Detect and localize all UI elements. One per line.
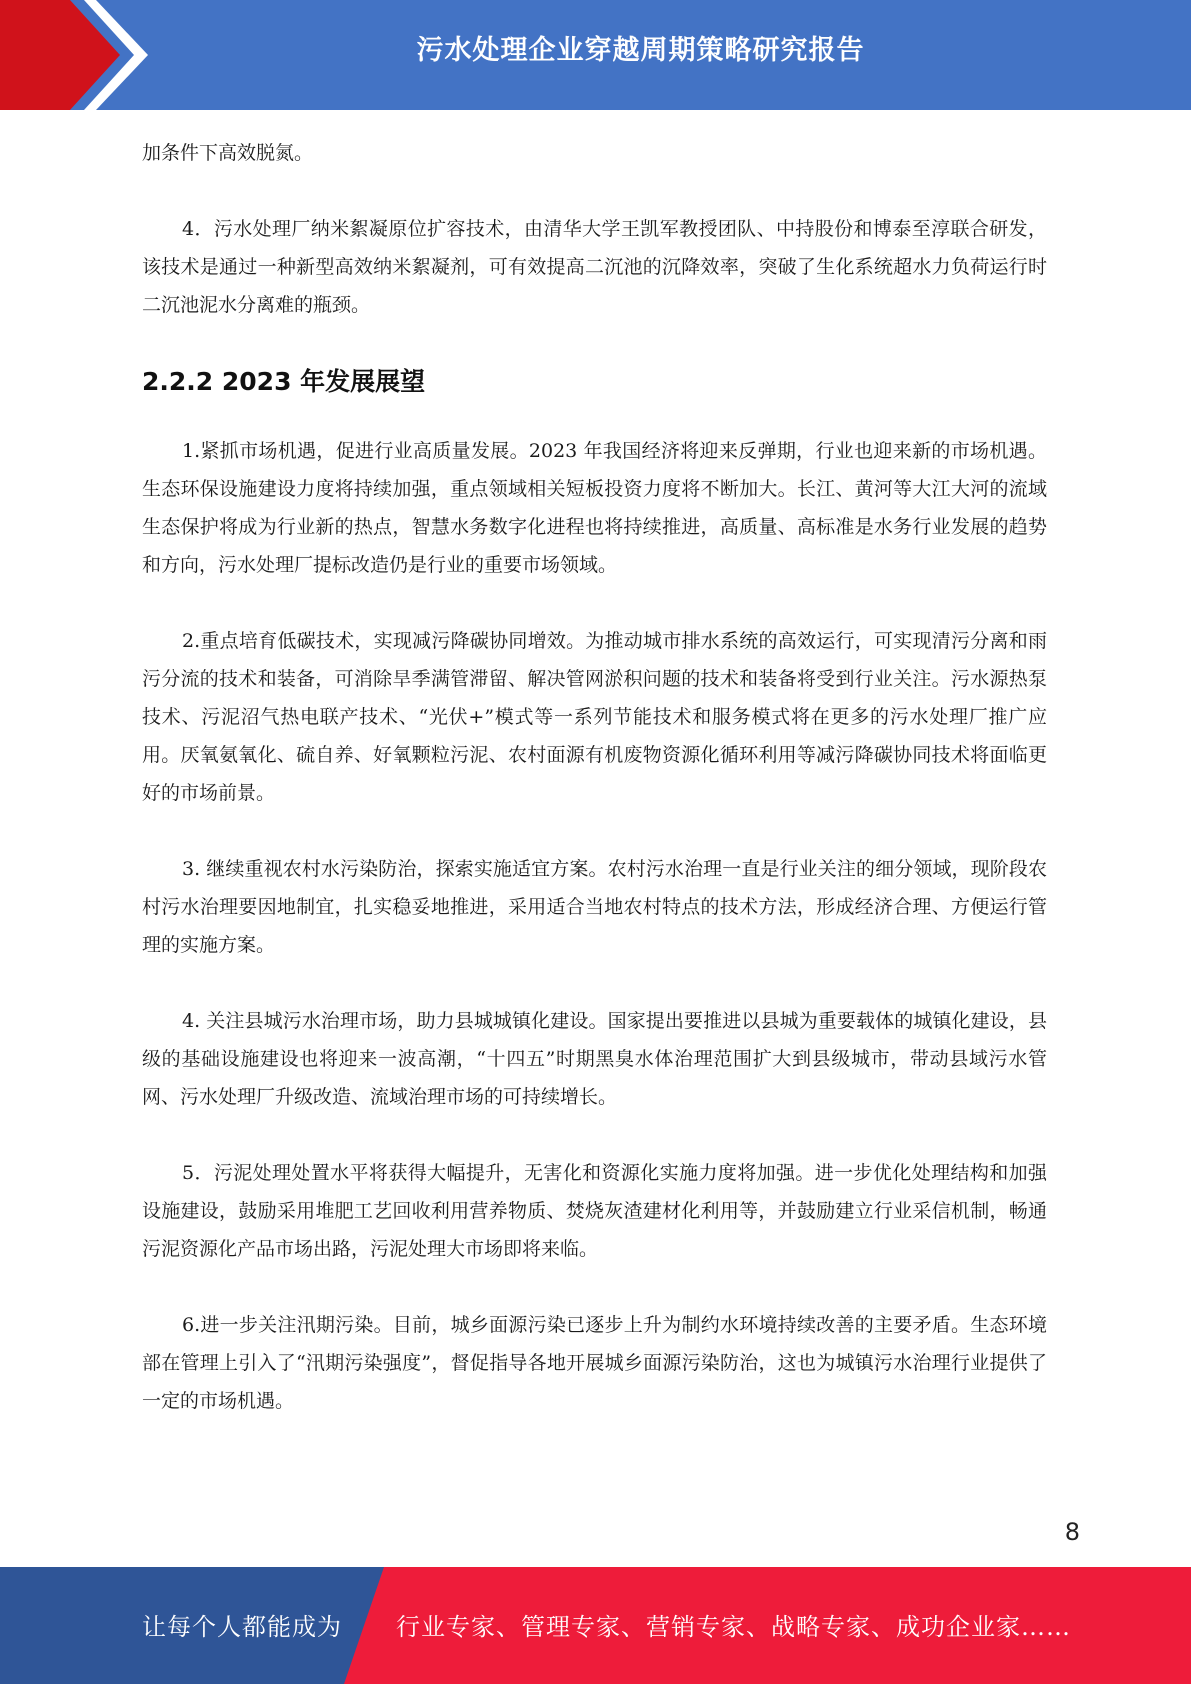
- document-body: [142, 134, 1047, 1458]
- page-header: [0, 0, 1191, 110]
- outlook-paragraph-5: 5．污泥处理处置水平将获得大幅提升，无害化和资源化实施力度将加强。进一步优化处理结构和加强设施建设，鼓励采用堆肥工艺回收利用营养物质、焚烧灰渣建材化利用等，并鼓励建立行业采信机制，畅通污泥资源化产品市场出路，污泥处理大市场即将来临。: [142, 1162, 1047, 1260]
- footer-slogan-left: 让每个人都能成为: [142, 1613, 342, 1641]
- outlook-paragraph-2: 2.重点培育低碳技术，实现减污降碳协同增效。为推动城市排水系统的高效运行，可实现清污分离和雨污分流的技术和装备，可消除旱季满管滞留、解决管网淤积问题的技术和装备将受到行业关注。污水源热泵技术、污泥沼气热电联产技术、“光伏+”模式等一系列节能技术和服务模式将在更多的污水处理厂推广应用。厌氧氨氧化、硫自养、好氧颗粒污泥、农村面源有机废物资源化循环利用等减污降碳协同技术将面临更好的市场前景。: [142, 630, 1047, 804]
- section-heading: 2.2.2 2023 年发展展望: [142, 367, 426, 396]
- technology-item-4: 4．污水处理厂纳米絮凝原位扩容技术，由清华大学王凯军教授团队、中持股份和博泰至淳联合研发，该技术是通过一种新型高效纳米絮凝剂，可有效提高二沉池的沉降效率，突破了生化系统超水力负荷运行时二沉池泥水分离难的瓶颈。: [142, 218, 1047, 316]
- continuation-paragraph: 加条件下高效脱氮。: [142, 142, 314, 164]
- page-footer: [0, 1567, 1191, 1684]
- outlook-paragraph-1: 1.紧抓市场机遇，促进行业高质量发展。2023 年我国经济将迎来反弹期，行业也迎来新的市场机遇。生态环保设施建设力度将持续加强，重点领域相关短板投资力度将不断加大。长江、黄河等大江大河的流域生态保护将成为行业新的热点，智慧水务数字化进程也将持续推进，高质量、高标准是水务行业发展的趋势和方向，污水处理厂提标改造仍是行业的重要市场领域。: [142, 440, 1047, 576]
- outlook-paragraph-4: 4. 关注县城污水治理市场，助力县城城镇化建设。国家提出要推进以县城为重要载体的城镇化建设，县级的基础设施建设也将迎来一波高潮，“十四五”时期黑臭水体治理范围扩大到县级城市，带动县域污水管网、污水处理厂升级改造、流域治理市场的可持续增长。: [142, 1010, 1047, 1108]
- footer-slogan-right: 行业专家、管理专家、营销专家、战略专家、成功企业家……: [396, 1613, 1071, 1641]
- report-title: 污水处理企业穿越周期策略研究报告: [416, 35, 865, 66]
- chevron-logo-icon: [0, 0, 160, 110]
- outlook-paragraph-3: 3. 继续重视农村水污染防治，探索实施适宜方案。农村污水治理一直是行业关注的细分领域，现阶段农村污水治理要因地制宜，扎实稳妥地推进，采用适合当地农村特点的技术方法，形成经济合理、方便运行管理的实施方案。: [142, 858, 1047, 956]
- outlook-paragraph-6: 6.进一步关注汛期污染。目前，城乡面源污染已逐步上升为制约水环境持续改善的主要矛盾。生态环境部在管理上引入了“汛期污染强度”，督促指导各地开展城乡面源污染防治，这也为城镇污水治理行业提供了一定的市场机遇。: [142, 1314, 1047, 1412]
- page-number: 8: [1064, 1518, 1080, 1546]
